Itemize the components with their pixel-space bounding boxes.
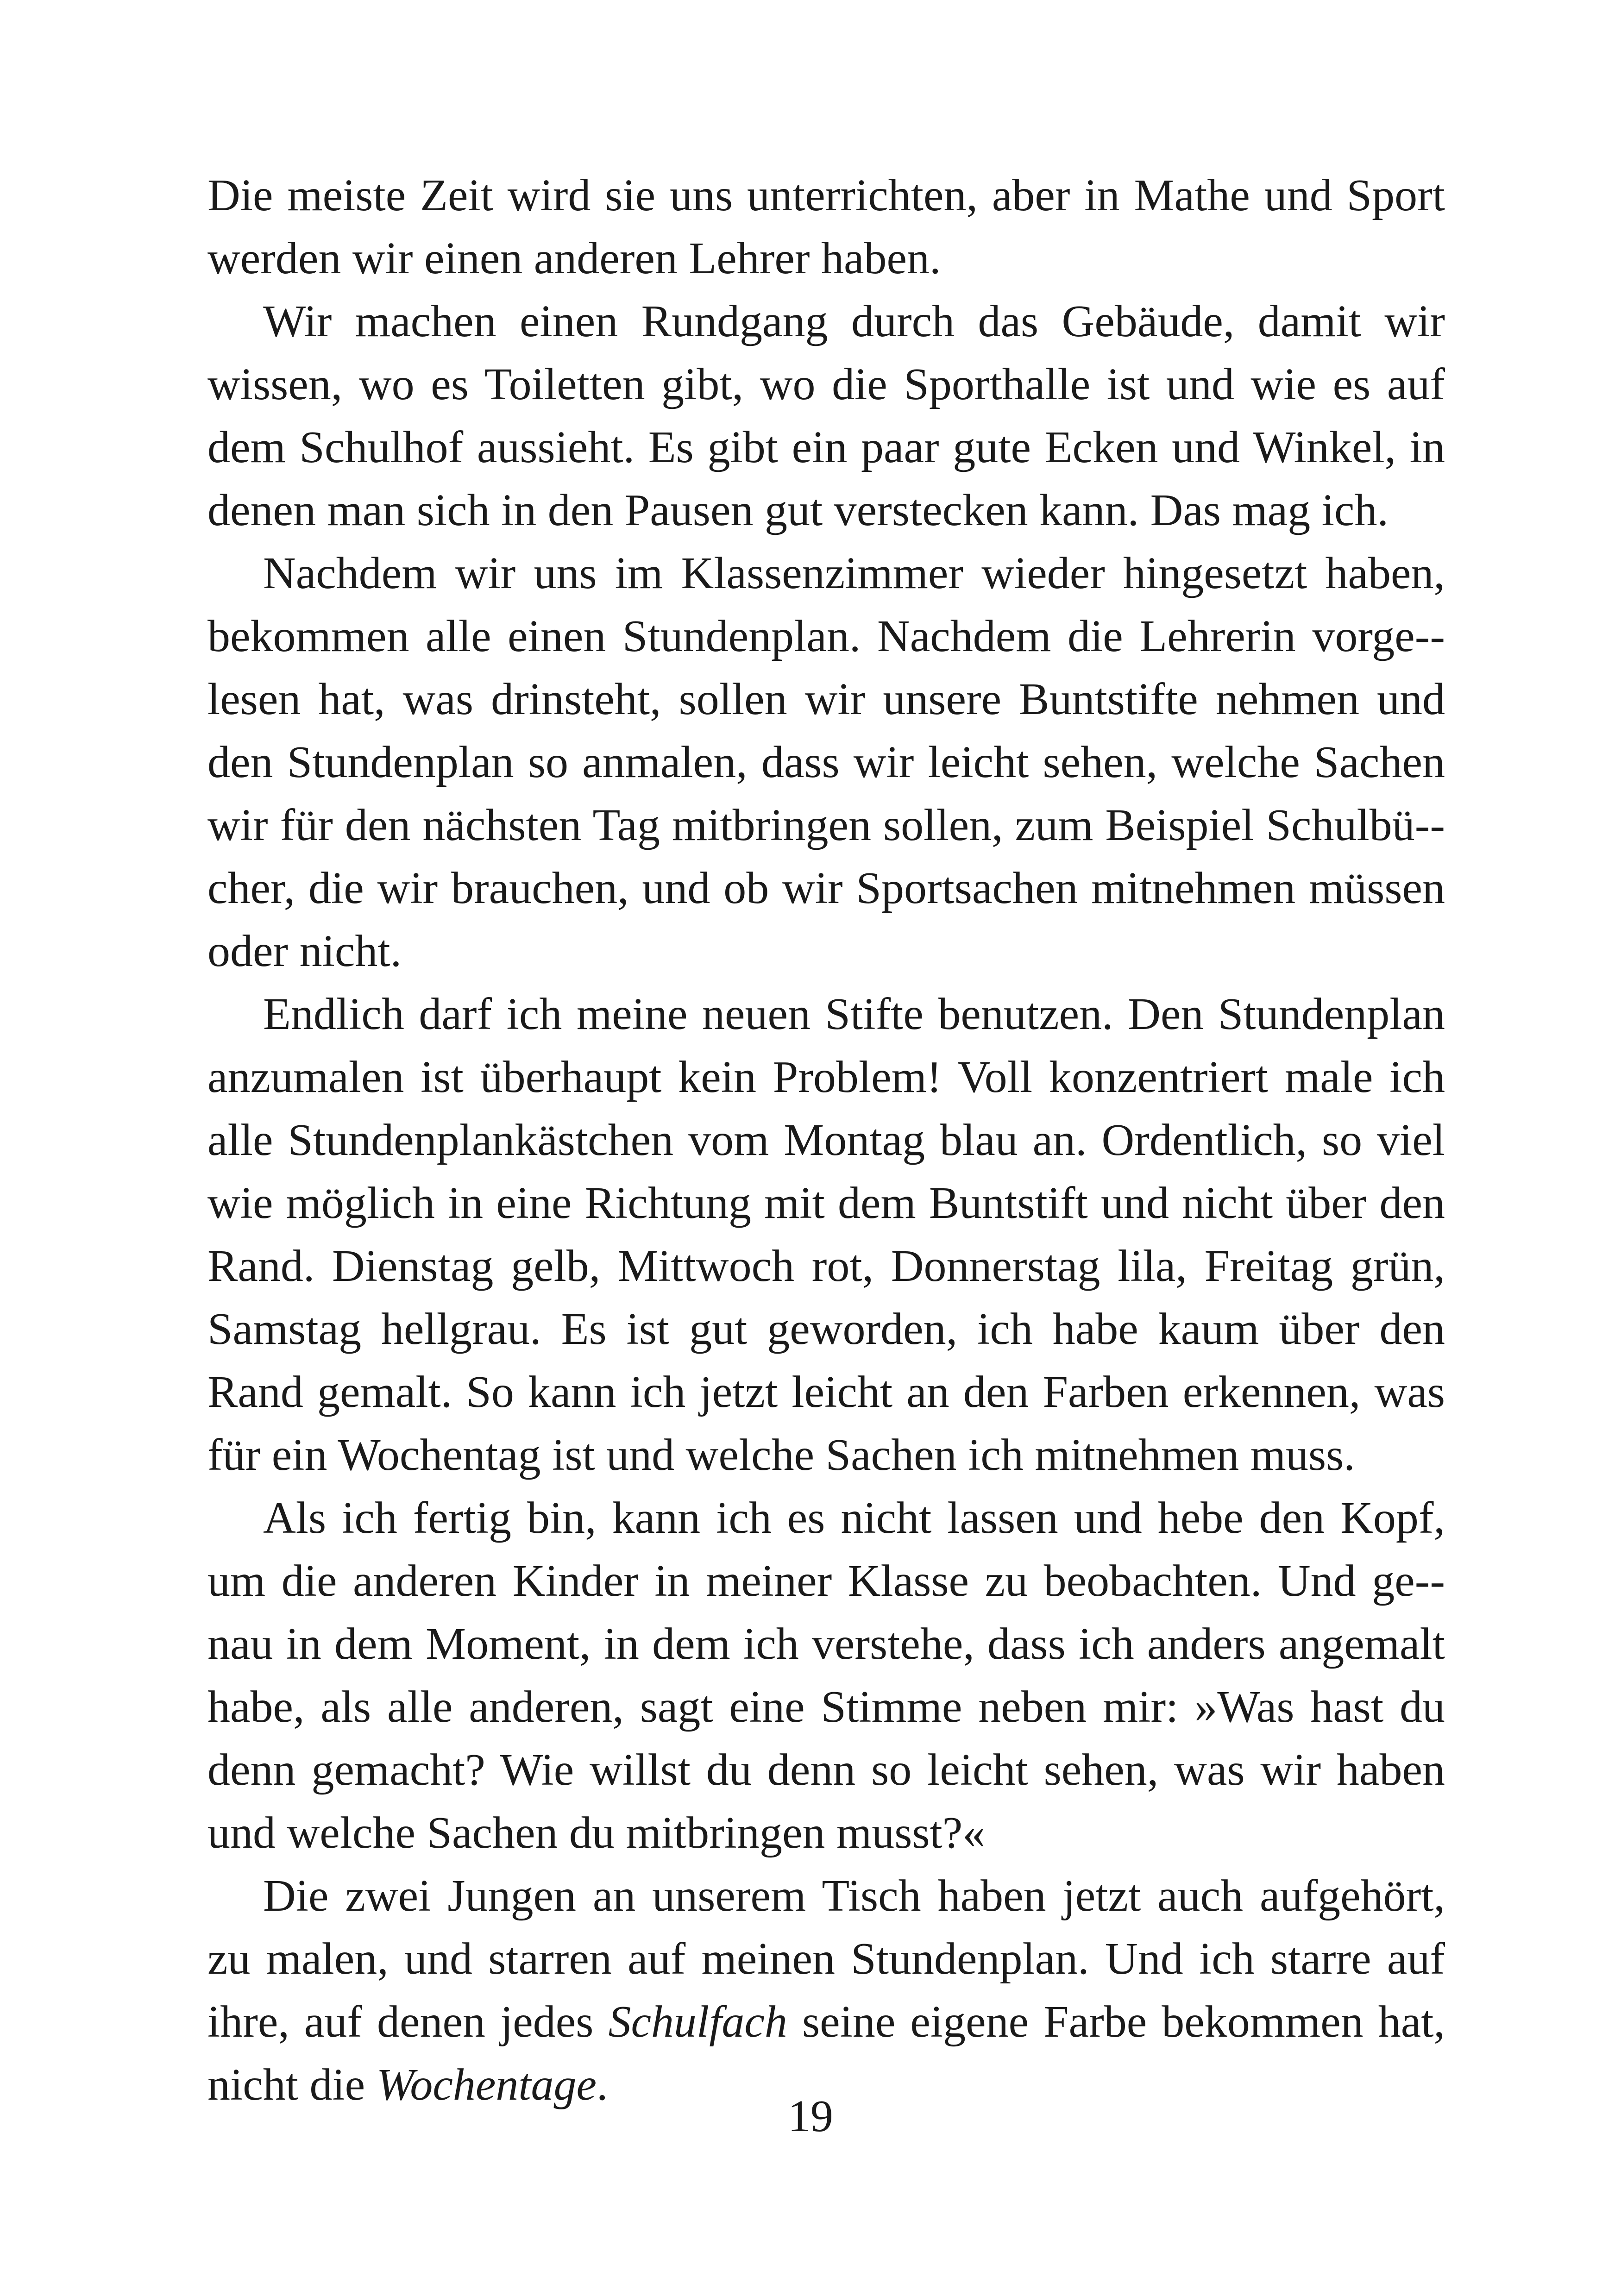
paragraph-1-text: Die meiste Zeit wird sie uns unterrichten, aber in Mathe und Sport werden wir einen anderen Lehrer haben. bbox=[207, 170, 1445, 283]
paragraph-2-text: Wir machen einen Rundgang durch das Gebäude, damit wir wissen, wo es Toiletten gibt, wo die Sporthalle ist und wie es auf dem Schulhof aussieht. Es gibt ein paar gute Ecken und Winkel, in denen man sich in den Pausen gut verstecken kann. Das mag ich. bbox=[207, 296, 1445, 535]
paragraph-4-text: Endlich darf ich meine neuen Stifte benutzen. Den Stundenplan anzumalen ist überhaupt kein Problem! Voll konzentriert male ich alle Stundenplankästchen vom Montag blau an. Ordentlich, so viel wie möglich in eine Richtung mit dem Buntstift und nicht über den Rand. Dienstag gelb, Mittwoch rot, Donnerstag lila, Freitag grün, Samstag hellgrau. Es ist gut geworden, ich habe kaum über den Rand gemalt. So kann ich jetzt leicht an den Farben erkennen, was für ein Wochentag ist und welche Sachen ich mitnehmen muss. bbox=[207, 989, 1445, 1480]
paragraph-6-text-a: Die zwei Jungen an unserem Tisch haben jetzt auch aufgehört, zu malen, und starren auf meinen Stundenplan. Und ich starre auf ihre, auf denen jedes bbox=[207, 1871, 1445, 2047]
paragraph-2 bbox=[207, 290, 1445, 542]
paragraph-5-text: Als ich fertig bin, kann ich es nicht lassen und hebe den Kopf, um die anderen Kinder in meiner Klasse zu beobachten. Und ge-nau in dem Moment, in dem ich verstehe, dass ich anders angemalt habe, als alle anderen, sagt eine Stimme neben mir: »Was hast du denn gemacht? Wie willst du denn so leicht sehen, was wir haben und welche Sachen du mitbringen musst?« bbox=[207, 1493, 1445, 1858]
italic-word-schulfach: Schulfach bbox=[608, 1997, 787, 2047]
paragraph-5 bbox=[207, 1487, 1445, 1864]
paragraph-6-text-b: seine eigene Farbe bekommen hat, nicht die bbox=[207, 1997, 1445, 2110]
paragraph-6 bbox=[207, 1864, 1445, 2116]
paragraph-6-text-c: . bbox=[597, 2060, 608, 2110]
paragraph-3-text: Nachdem wir uns im Klassenzimmer wieder hingesetzt haben, bekommen alle einen Stundenplan. Nachdem die Lehrerin vorge-lesen hat, was drinsteht, sollen wir unsere Buntstifte nehmen und den Stundenplan so anmalen, dass wir leicht sehen, welche Sachen wir für den nächsten Tag mitbringen sollen, zum Beispiel Schulbü-cher, die wir brauchen, und ob wir Sportsachen mitnehmen müssen oder nicht. bbox=[207, 548, 1445, 976]
paragraph-3 bbox=[207, 542, 1445, 983]
paragraph-4 bbox=[207, 983, 1445, 1487]
italic-word-wochentage: Wochentage bbox=[376, 2060, 597, 2110]
page-number: 19 bbox=[788, 2091, 833, 2141]
paragraph-1 bbox=[207, 164, 1445, 290]
body-text bbox=[207, 164, 1445, 2116]
